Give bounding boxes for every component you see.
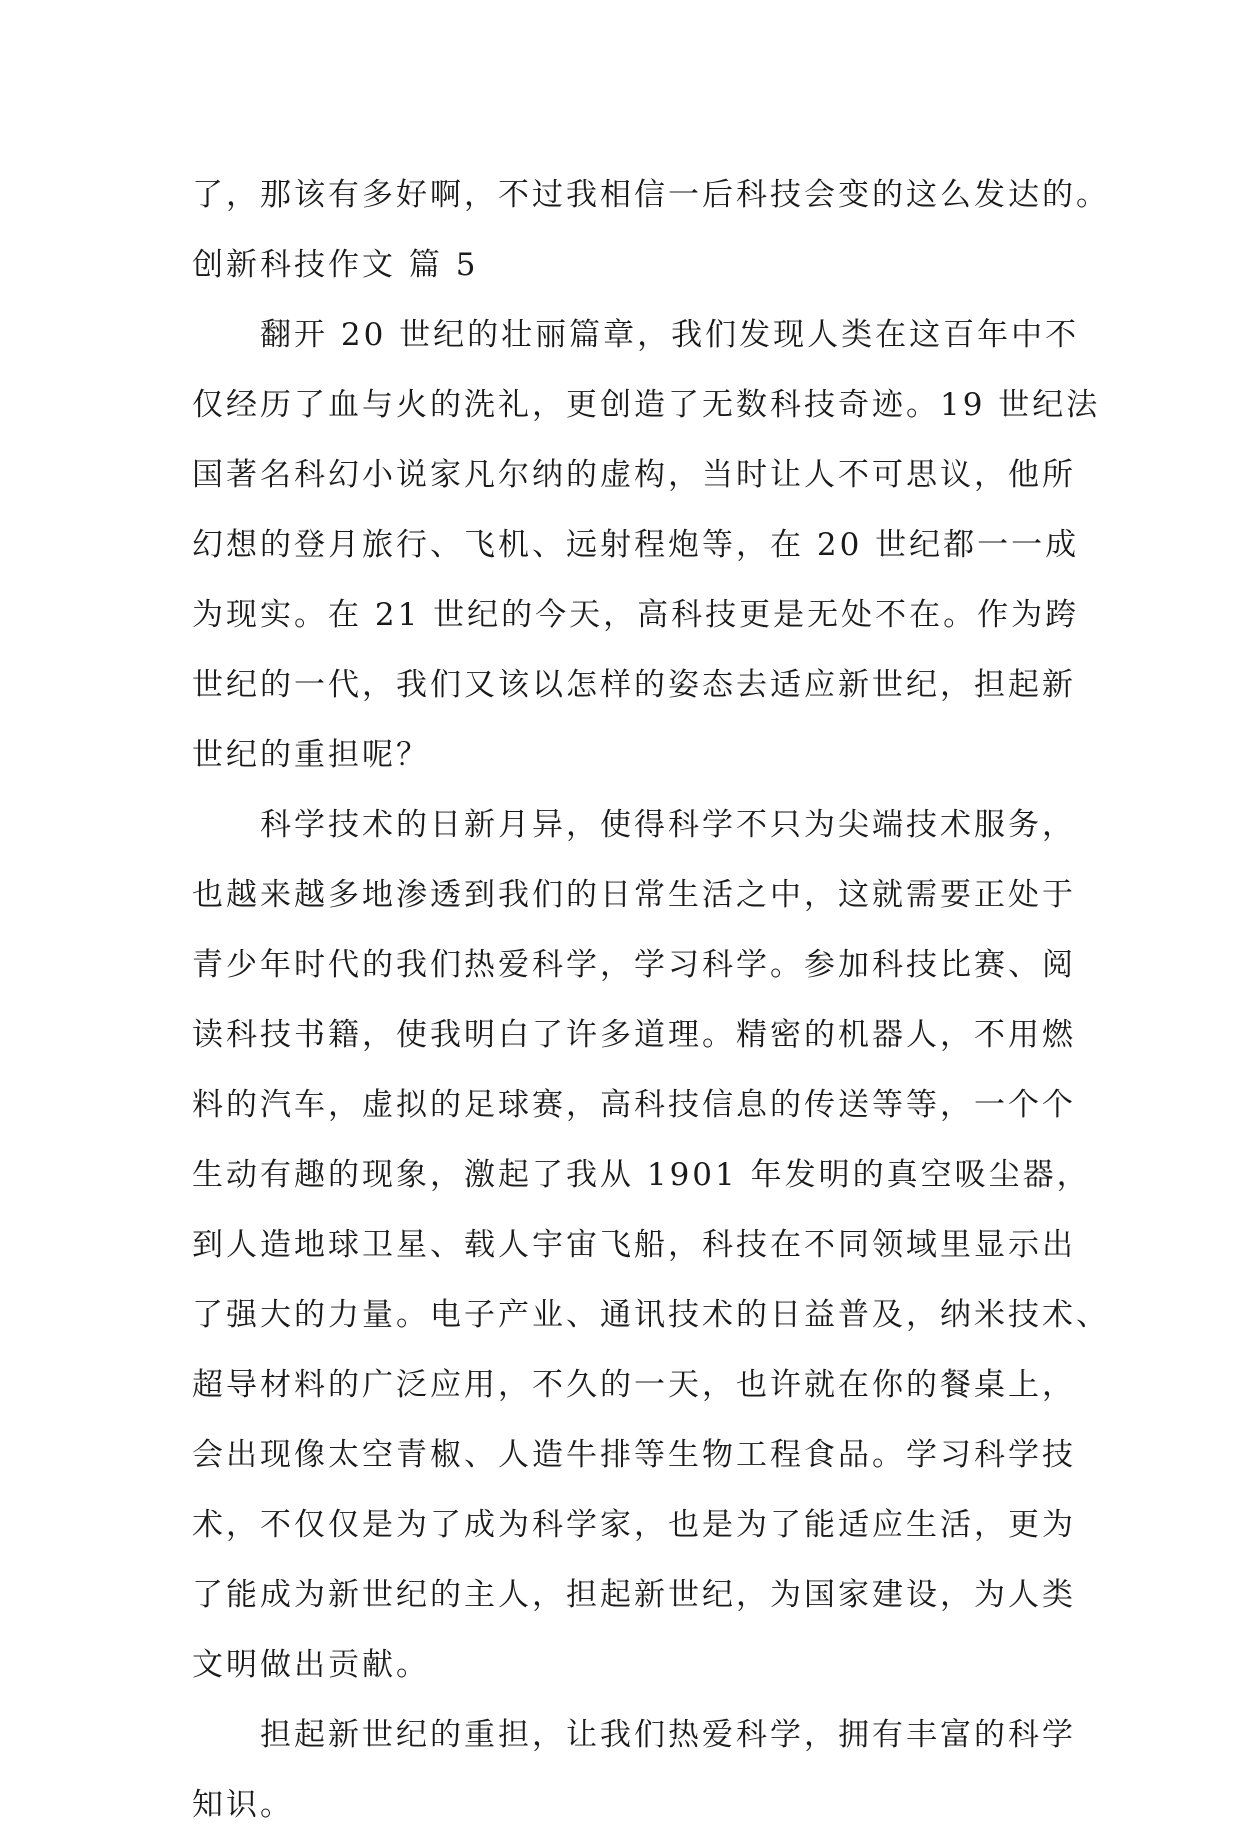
paragraph-line: 会出现像太空青椒、人造牛排等生物工程食品。学习科学技 <box>192 1437 1076 1473</box>
paragraph-line: 为现实。在 21 世纪的今天，高科技更是无处不在。作为跨 <box>192 597 1080 633</box>
paragraph-line: 了能成为新世纪的主人，担起新世纪，为国家建设，为人类 <box>192 1577 1076 1613</box>
paragraph-3 <box>192 1700 1076 1840</box>
paragraph-line: 超导材料的广泛应用，不久的一天，也许就在你的餐桌上， <box>192 1367 1076 1403</box>
paragraph-line: 读科技书籍，使我明白了许多道理。精密的机器人，不用燃 <box>192 1017 1076 1053</box>
paragraph-line: 知识。 <box>192 1787 294 1823</box>
paragraph-line: 到人造地球卫星、载人宇宙飞船，科技在不同领域里显示出 <box>192 1227 1076 1263</box>
paragraph-line: 科学技术的日新月异，使得科学不只为尖端技术服务， <box>192 807 1076 843</box>
section-heading: 创新科技作文 篇 5 <box>192 247 479 283</box>
paragraph-line: 青少年时代的我们热爱科学，学习科学。参加科技比赛、阅 <box>192 947 1076 983</box>
paragraph-2 <box>192 790 1110 1700</box>
paragraph-line: 了强大的力量。电子产业、通讯技术的日益普及，纳米技术、 <box>192 1297 1110 1333</box>
paragraph-line: 翻开 20 世纪的壮丽篇章，我们发现人类在这百年中不 <box>192 317 1080 353</box>
paragraph-line: 料的汽车，虚拟的足球赛，高科技信息的传送等等，一个个 <box>192 1087 1076 1123</box>
paragraph-line: 术，不仅仅是为了成为科学家，也是为了能适应生活，更为 <box>192 1507 1076 1543</box>
document-body <box>192 160 1110 1840</box>
intro-line: 了，那该有多好啊，不过我相信一后科技会变的这么发达的。 <box>192 177 1110 213</box>
paragraph-line: 幻想的登月旅行、飞机、远射程炮等，在 20 世纪都一一成 <box>192 527 1080 563</box>
paragraph-line: 担起新世纪的重担，让我们热爱科学，拥有丰富的科学 <box>192 1717 1076 1753</box>
paragraph-line: 世纪的一代，我们又该以怎样的姿态去适应新世纪，担起新 <box>192 667 1076 703</box>
paragraph-line: 国著名科幻小说家凡尔纳的虚构，当时让人不可思议，他所 <box>192 457 1076 493</box>
paragraph-1 <box>192 300 1101 790</box>
paragraph-line: 生动有趣的现象，激起了我从 1901 年发明的真空吸尘器， <box>192 1157 1091 1193</box>
paragraph-line: 文明做出贡献。 <box>192 1647 430 1683</box>
paragraph-line: 仅经历了血与火的洗礼，更创造了无数科技奇迹。19 世纪法 <box>192 387 1101 423</box>
paragraph-line: 世纪的重担呢？ <box>192 737 430 773</box>
paragraph-line: 也越来越多地渗透到我们的日常生活之中，这就需要正处于 <box>192 877 1076 913</box>
